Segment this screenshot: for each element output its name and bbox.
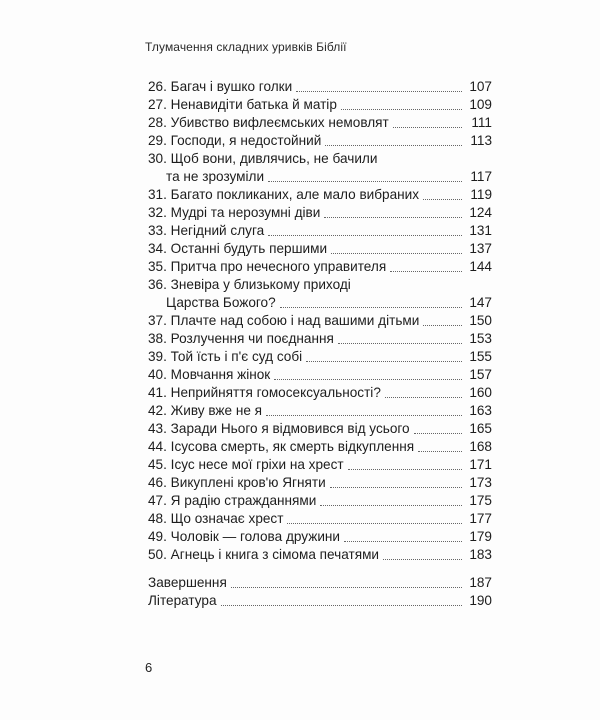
toc-page-number: 183 xyxy=(469,547,492,562)
toc-entry-title: 46. Викуплені кров'ю Ягняти xyxy=(148,475,326,490)
toc-entry-line xyxy=(148,438,492,456)
toc-entry-title: 39. Той їсть і п'є суд собі xyxy=(148,349,303,364)
dot-leader xyxy=(268,181,462,182)
toc-entry-title: Завершення xyxy=(148,575,227,590)
toc-entry-line xyxy=(148,186,492,204)
toc-entry xyxy=(148,456,492,474)
toc-entry xyxy=(148,78,492,96)
dot-leader xyxy=(348,469,462,470)
toc-entry-title: Царства Божого? xyxy=(166,295,276,310)
toc-entry-line xyxy=(148,492,492,510)
toc-entry-line xyxy=(148,96,492,114)
toc-entry-line xyxy=(148,528,492,546)
toc-entry xyxy=(148,574,492,592)
toc-page-number: 163 xyxy=(469,403,492,418)
dot-leader xyxy=(231,587,462,588)
dot-leader xyxy=(266,415,462,416)
toc-entry-title: 50. Агнець і книга з сімома печатями xyxy=(148,547,380,562)
toc-entry xyxy=(148,420,492,438)
toc-page-number: 173 xyxy=(469,475,492,490)
toc-entry xyxy=(148,474,492,492)
toc-entry xyxy=(148,592,492,610)
toc-entry xyxy=(148,150,492,186)
toc-entry xyxy=(148,96,492,114)
toc-back-matter-list xyxy=(148,574,492,610)
toc-entry xyxy=(148,528,492,546)
toc-entry xyxy=(148,510,492,528)
dot-leader xyxy=(268,235,462,236)
toc-entry-title: 26. Багач і вушко голки xyxy=(148,79,293,94)
toc-entry-title: 27. Ненавидіти батька й матір xyxy=(148,97,337,112)
toc-entry-title: 37. Плачте над собою і над вашими дітьми xyxy=(148,313,420,328)
toc-entry-title: Література xyxy=(148,593,217,608)
toc-page-number: 137 xyxy=(469,241,492,256)
toc-entry-line xyxy=(148,402,492,420)
toc-entry-line xyxy=(148,592,492,610)
toc-entry-line xyxy=(148,132,492,150)
toc-entry-title: 47. Я радію стражданнями xyxy=(148,493,317,508)
toc-entry-line xyxy=(148,510,492,528)
toc-entry xyxy=(148,312,492,330)
toc-page-number: 155 xyxy=(469,349,492,364)
toc-page-number: 119 xyxy=(470,187,492,202)
toc-entry-title: 34. Останні будуть першими xyxy=(148,241,328,256)
toc-entry xyxy=(148,186,492,204)
dot-leader xyxy=(221,605,462,606)
toc-entry-line xyxy=(148,204,492,222)
dot-leader xyxy=(274,379,462,380)
toc-entry xyxy=(148,348,492,366)
dot-leader xyxy=(393,127,462,128)
toc-entry-continuation-line xyxy=(148,294,492,312)
toc-page-number: 113 xyxy=(470,133,492,148)
toc-page-number: 157 xyxy=(469,367,492,382)
toc-entry xyxy=(148,240,492,258)
toc-entry-title: 45. Ісус несе мої гріхи на хрест xyxy=(148,457,344,472)
toc-page-number: 179 xyxy=(469,529,492,544)
toc-page-number: 124 xyxy=(469,205,492,220)
toc-entry-line xyxy=(148,312,492,330)
toc-entry xyxy=(148,366,492,384)
toc-entry-line xyxy=(148,546,492,564)
toc-entry xyxy=(148,114,492,132)
toc-entry-line xyxy=(148,222,492,240)
toc-entry xyxy=(148,204,492,222)
toc-page-number: 165 xyxy=(469,421,492,436)
toc-gap xyxy=(148,564,492,574)
dot-leader xyxy=(296,91,462,92)
page-number: 6 xyxy=(145,660,153,675)
toc-entry-title: 42. Живу вже не я xyxy=(148,403,263,418)
dot-leader xyxy=(383,559,462,560)
toc-entry-title: 30. Щоб вони, дивлячись, не бачили xyxy=(148,151,378,166)
toc-entry xyxy=(148,132,492,150)
toc-entry-line xyxy=(148,78,492,96)
toc-entry-title: 49. Чоловік — голова дружини xyxy=(148,529,341,544)
toc-entry xyxy=(148,384,492,402)
toc-entry-title: 31. Багато покликаних, але мало вибраних xyxy=(148,187,420,202)
toc-entry xyxy=(148,546,492,564)
toc-entry-line xyxy=(148,474,492,492)
toc-page-number: 168 xyxy=(469,439,492,454)
toc-page-number: 147 xyxy=(469,295,492,310)
toc-entry xyxy=(148,330,492,348)
toc-entry-title: 28. Убивство вифлеємських немовлят xyxy=(148,115,389,130)
toc-page-number: 190 xyxy=(469,593,492,608)
toc-entry-line xyxy=(148,574,492,592)
dot-leader xyxy=(287,523,462,524)
toc-page-number: 131 xyxy=(469,223,492,238)
toc-entry-line xyxy=(148,114,492,132)
toc-entry xyxy=(148,438,492,456)
dot-leader xyxy=(385,397,462,398)
dot-leader xyxy=(390,271,462,272)
toc-page-number: 171 xyxy=(469,457,492,472)
dot-leader xyxy=(338,343,462,344)
toc-entry-title: та не зрозуміли xyxy=(166,169,265,184)
toc-page-number: 144 xyxy=(469,259,492,274)
dot-leader xyxy=(325,145,462,146)
toc-entry-line xyxy=(148,384,492,402)
toc-entry xyxy=(148,222,492,240)
dot-leader xyxy=(280,307,462,308)
dot-leader xyxy=(331,253,462,254)
toc-entry xyxy=(148,258,492,276)
toc-page-number: 175 xyxy=(469,493,492,508)
toc-entry-line xyxy=(148,258,492,276)
dot-leader xyxy=(320,505,462,506)
toc-entry-title: 33. Негідний слуга xyxy=(148,223,265,238)
toc-entry-title: 29. Господи, я недостойний xyxy=(148,133,322,148)
dot-leader xyxy=(341,109,462,110)
toc-entry-title: 32. Мудрі та нерозумні діви xyxy=(148,205,321,220)
toc-entry xyxy=(148,276,492,312)
toc-page-number: 109 xyxy=(469,97,492,112)
toc-entry-title: 38. Розлучення чи поєднання xyxy=(148,331,334,346)
dot-leader xyxy=(423,325,462,326)
dot-leader xyxy=(324,217,462,218)
table-of-contents xyxy=(148,78,492,610)
toc-entry-line xyxy=(148,456,492,474)
dot-leader xyxy=(423,199,462,200)
toc-page-number: 177 xyxy=(469,511,492,526)
toc-page-number: 153 xyxy=(469,331,492,346)
toc-entry-line xyxy=(148,330,492,348)
toc-entry xyxy=(148,402,492,420)
toc-entry xyxy=(148,492,492,510)
toc-entry-title: 35. Притча про нечесного управителя xyxy=(148,259,387,274)
toc-page-number: 107 xyxy=(469,79,492,94)
toc-entry-line xyxy=(148,420,492,438)
toc-page-number: 111 xyxy=(471,115,492,130)
dot-leader xyxy=(306,361,462,362)
running-head: Тлумачення складних уривків Біблії xyxy=(145,40,347,54)
toc-entry-line xyxy=(148,366,492,384)
toc-entry-line xyxy=(148,240,492,258)
toc-page-number: 187 xyxy=(469,575,492,590)
toc-entry-continuation-line xyxy=(148,168,492,186)
toc-entry-line xyxy=(148,150,492,168)
dot-leader xyxy=(344,541,462,542)
toc-page-number: 160 xyxy=(469,385,492,400)
dot-leader xyxy=(418,451,462,452)
dot-leader xyxy=(414,433,462,434)
toc-entry-title: 40. Мовчання жінок xyxy=(148,367,271,382)
toc-entry-title: 43. Заради Нього я відмовився від усього xyxy=(148,421,410,436)
toc-entry-title: 36. Зневіра у близькому приході xyxy=(148,277,351,292)
dot-leader xyxy=(330,487,462,488)
toc-entry-title: 44. Ісусова смерть, як смерть відкуплення xyxy=(148,439,415,454)
toc-entry-line xyxy=(148,276,492,294)
toc-page-number: 117 xyxy=(470,169,492,184)
toc-page-number: 150 xyxy=(469,313,492,328)
toc-entry-title: 41. Неприйняття гомосексуальності? xyxy=(148,385,381,400)
toc-entry-line xyxy=(148,348,492,366)
toc-chapter-list xyxy=(148,78,492,564)
toc-entry-title: 48. Що означає хрест xyxy=(148,511,284,526)
